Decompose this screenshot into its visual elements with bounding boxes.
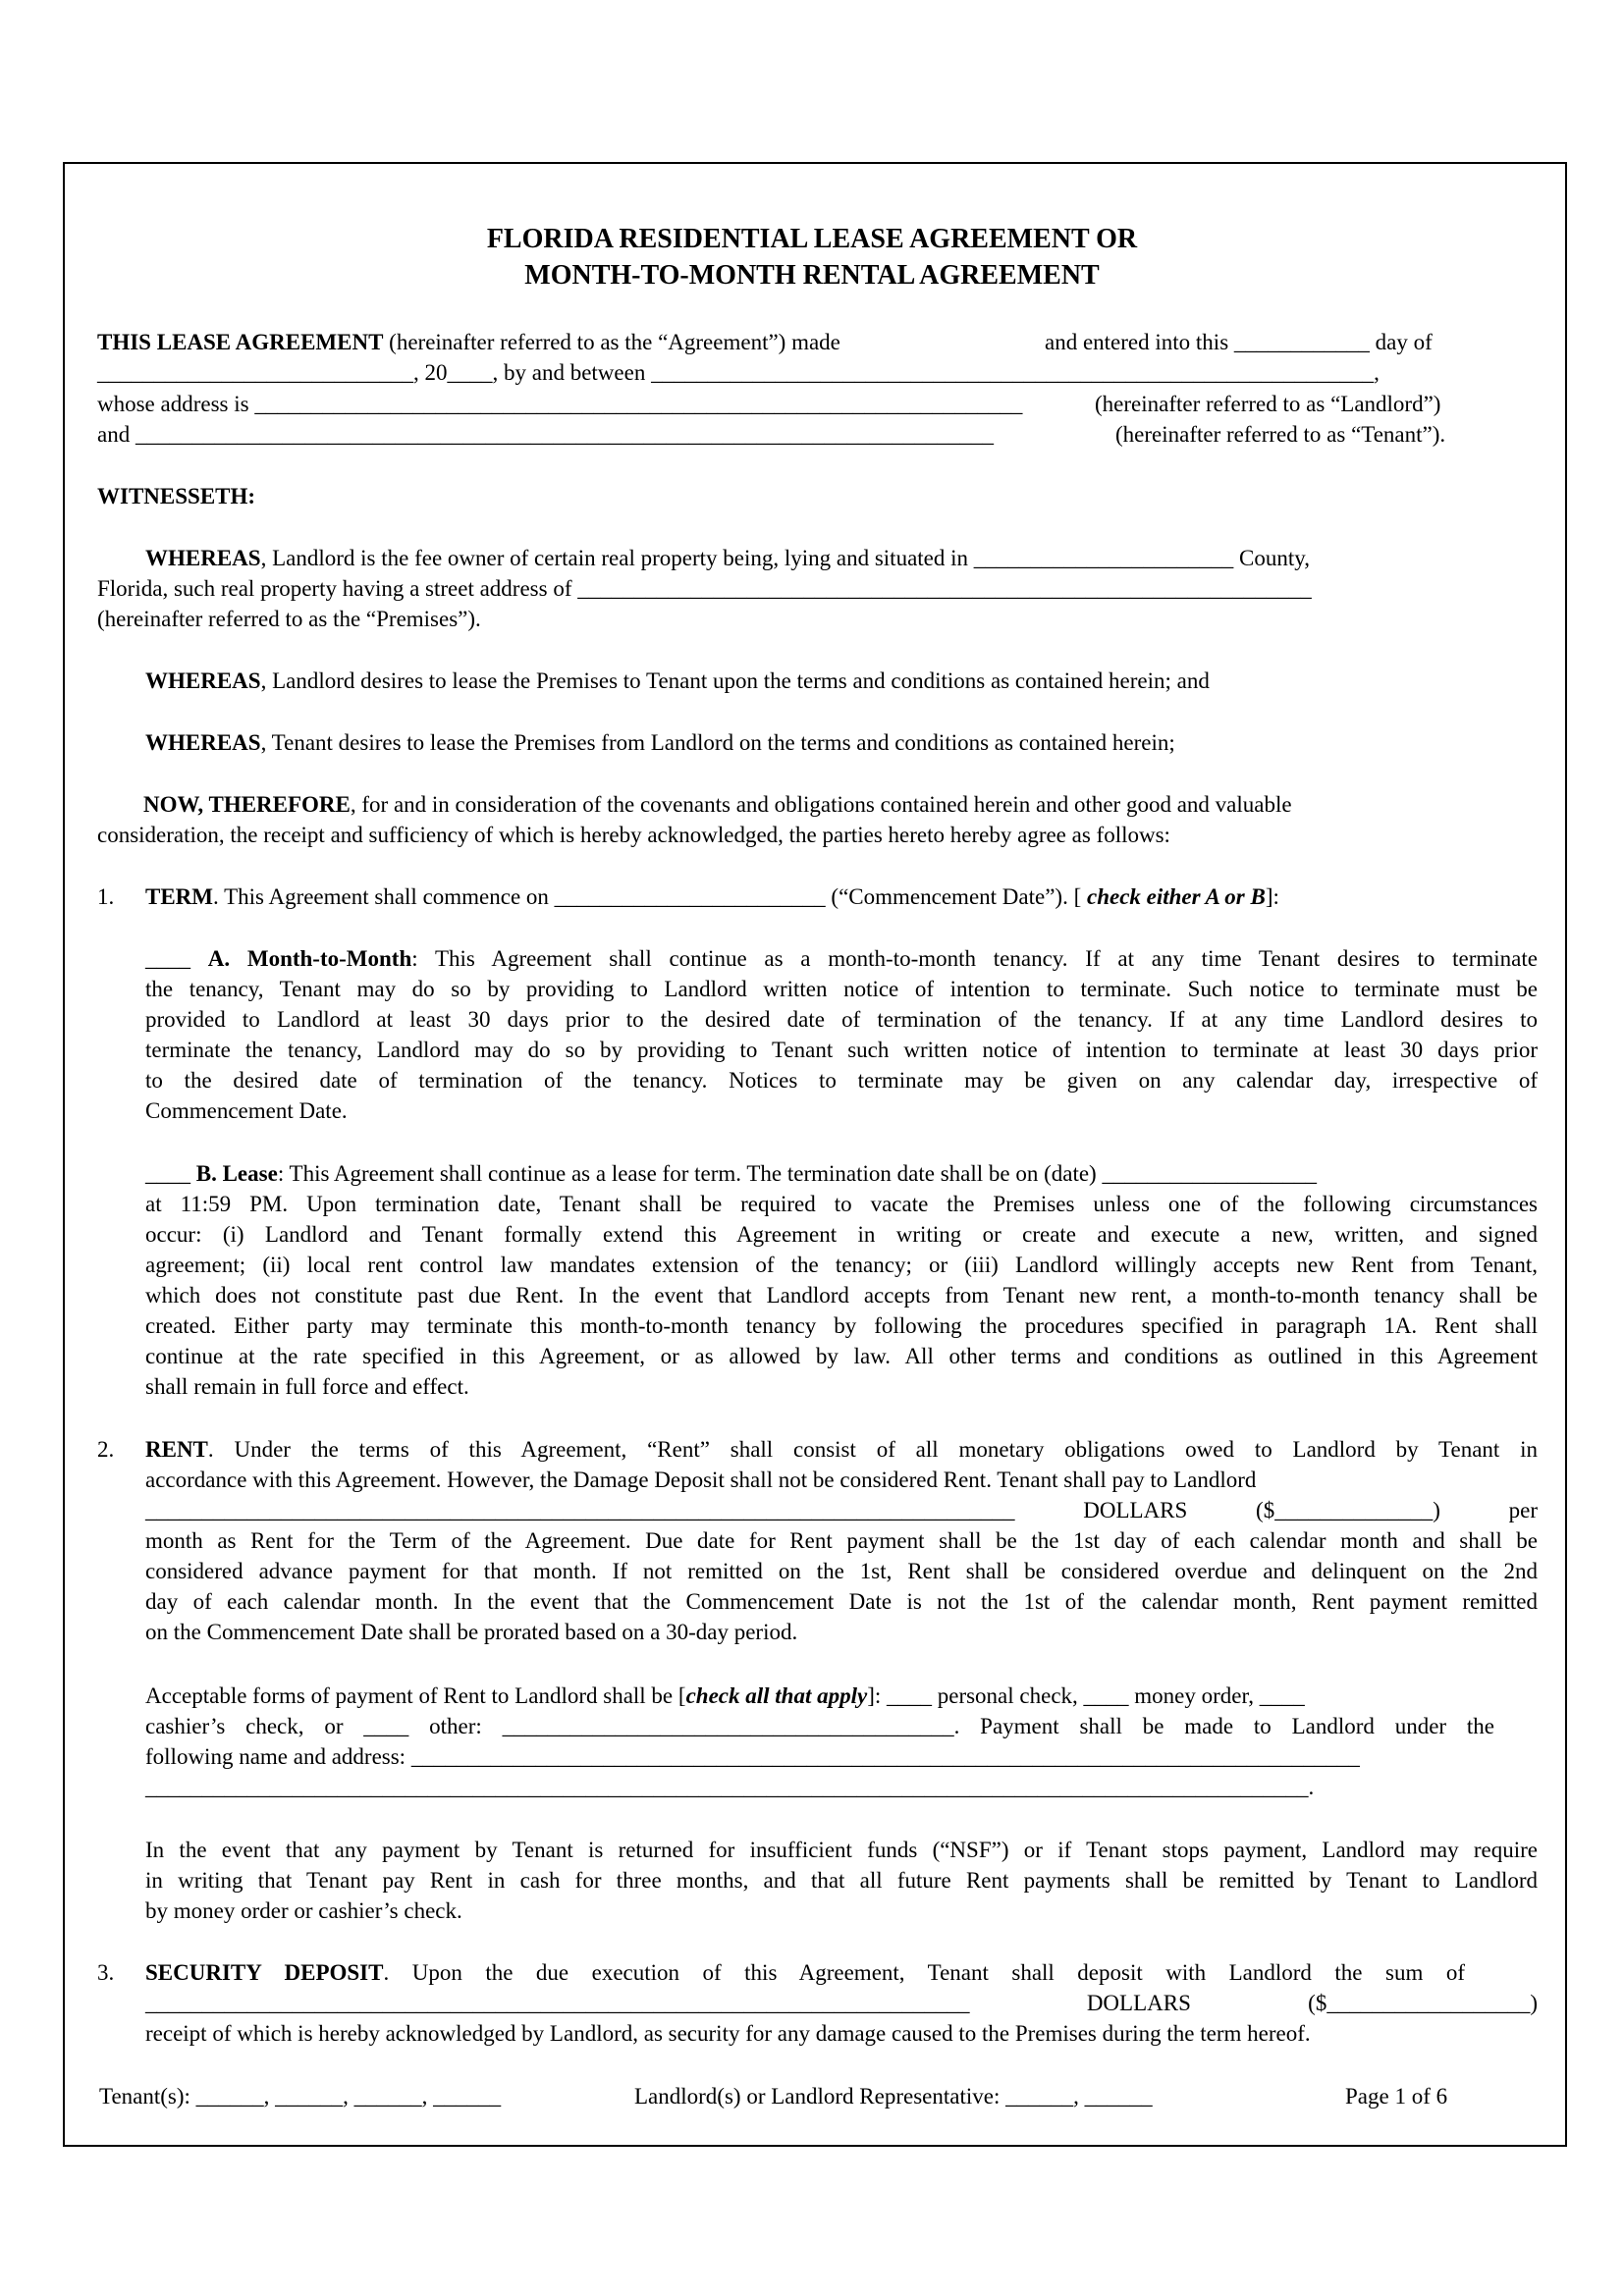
rent-amount-words-blank: _____________________________________________________________________________	[145, 1498, 1015, 1522]
term-heading: TERM	[145, 884, 213, 909]
document-title-line-1: FLORIDA RESIDENTIAL LEASE AGREEMENT OR	[486, 224, 1138, 254]
rent-text-7: on the Commencement Date shall be prorated based on a 30-day period.	[145, 1620, 798, 1644]
term-text: . This Agreement shall commence on ________________________ (“Commencement Date”). [	[213, 884, 1087, 909]
section-2-number: 2.	[97, 1437, 115, 1462]
now-therefore-line-2: consideration, the receipt and sufficiency of which is hereby acknowledged, the parties hereto hereby agree as follows:	[97, 823, 1170, 847]
deposit-heading: SECURITY DEPOSIT	[145, 1960, 384, 1985]
month-to-month-text-5: to the desired date of termination of the tenancy. Notices to terminate may be given on any calendar day, irrespective of	[145, 1068, 1538, 1093]
deposit-clause	[145, 1957, 1538, 2049]
nsf-text-3: by money order or cashier’s check.	[145, 1898, 462, 1923]
month-to-month-text-6: Commencement Date.	[145, 1098, 348, 1123]
lease-text-4: agreement; (ii) local rent control law mandates extension of the tenancy; or (iii) Landlord willingly accepts new Rent from Tenant,	[145, 1253, 1538, 1277]
nsf-text-1: In the event that any payment by Tenant is returned for insufficient funds (“NSF”) or if Tenant stops payment, Landlord may require	[145, 1838, 1538, 1862]
whereas-1-line-1	[145, 543, 1310, 573]
landlord-address-line: whose address is ____________________________________________________________________	[97, 392, 1023, 416]
month-to-month-heading: A. Month-to-Month	[207, 946, 412, 971]
now-therefore-bold: NOW, THEREFORE	[143, 792, 351, 817]
month-to-month-text-3: provided to Landlord at least 30 days prior to the desired date of termination of the tenancy. If at any time Landlord desires to	[145, 1007, 1538, 1032]
lease-text-8: shall remain in full force and effect.	[145, 1374, 469, 1399]
lease-text-2: at 11:59 PM. Upon termination date, Tenant shall be required to vacate the Premises unless one of the following circumstances	[145, 1192, 1538, 1216]
tenant-line: and ____________________________________________________________________________	[97, 422, 994, 447]
rent-text-1: . Under the terms of this Agreement, “Rent” shall consist of all monetary obligations owed to Landlord by Tenant in	[207, 1437, 1538, 1462]
deposit-text-1: . Upon the due execution of this Agreement, Tenant shall deposit with Landlord the sum of	[383, 1960, 1465, 1985]
lease-text-6: created. Either party may terminate this month-to-month tenancy by following the procedures specified in paragraph 1A. Rent shall	[145, 1313, 1538, 1338]
deposit-text-3: receipt of which is hereby acknowledged by Landlord, as security for any damage caused to the Premises during the term hereof.	[145, 2021, 1311, 2046]
section-1-number: 1.	[97, 884, 115, 909]
section-1-term	[145, 881, 1279, 912]
nsf-text-2: in writing that Tenant pay Rent in cash for three months, and that all future Rent payments shall be remitted by Tenant to Landlord	[145, 1868, 1538, 1893]
term-end: ]:	[1265, 884, 1279, 909]
footer-page-number: Page 1 of 6	[1345, 2084, 1448, 2109]
whereas-2-text: , Landlord desires to lease the Premises to Tenant upon the terms and conditions as contained herein; and	[260, 668, 1210, 693]
whereas-2-bold: WHEREAS	[145, 668, 261, 693]
whereas-1-line-3: (hereinafter referred to as the “Premises”).	[97, 607, 481, 631]
month-to-month-text-1: : This Agreement shall continue as a month-to-month tenancy. If at any time Tenant desires to terminate	[411, 946, 1538, 971]
footer-landlord-initials: Landlord(s) or Landlord Representative: ______, ______	[634, 2084, 1153, 2109]
payment-text-1: Acceptable forms of payment of Rent to Landlord shall be [	[145, 1683, 686, 1708]
deposit-amount-words-blank: _________________________________________________________________________	[145, 1991, 970, 2015]
lease-text-5: which does not constitute past due Rent. In the event that Landlord accepts from Tenant new rent, a month-to-month tenancy shall be	[145, 1283, 1538, 1308]
whereas-3	[145, 727, 1175, 758]
whereas-1-line-2: Florida, such real property having a street address of _________________________________________________________________	[97, 576, 1312, 601]
payment-check-instruction: check all that apply	[685, 1683, 868, 1708]
intro-line-1-date: and entered into this ____________ day of	[1045, 330, 1433, 354]
payment-address-line-2: _______________________________________________________________________________________________________.	[145, 1775, 1315, 1799]
whereas-1-bold: WHEREAS	[145, 546, 261, 570]
whereas-3-text: , Tenant desires to lease the Premises from Landlord on the terms and conditions as contained herein;	[260, 730, 1175, 755]
month-to-month-checkbox-blank: ____	[145, 946, 208, 971]
section-3-number: 3.	[97, 1960, 115, 1985]
payment-clause	[145, 1681, 1494, 1802]
rent-text-6: day of each calendar month. In the event that the Commencement Date is not the 1st of the calendar month, Rent payment remitted	[145, 1589, 1538, 1614]
tenant-label: (hereinafter referred to as “Tenant”).	[1115, 422, 1446, 447]
rent-text-4: month as Rent for the Term of the Agreement. Due date for Rent payment shall be the 1st day of each calendar month and shall be	[145, 1528, 1538, 1553]
whereas-2	[145, 666, 1210, 696]
witnesseth-heading: WITNESSETH:	[97, 484, 256, 508]
whereas-1-text: , Landlord is the fee owner of certain real property being, lying and situated in _______________________ County,	[260, 546, 1311, 570]
rent-text-5: considered advance payment for that month. If not remitted on the 1st, Rent shall be considered overdue and delinquent on the 2nd	[145, 1559, 1538, 1583]
month-to-month-text-4: terminate the tenancy, Landlord may do so by providing to Tenant such written notice of intention to terminate at least 30 days prior	[145, 1038, 1538, 1062]
now-therefore-line-1	[143, 789, 1292, 820]
lease-text-7: continue at the rate specified in this Agreement, or as allowed by law. All other terms and conditions as outlined in this Agreement	[145, 1344, 1538, 1368]
rent-heading: RENT	[145, 1437, 208, 1462]
term-check-instruction: check either A or B	[1086, 884, 1266, 909]
payment-text-2: cashier’s check, or ____ other: ________________________________________. Payment shall be made to Landlord under the	[145, 1714, 1494, 1738]
rent-amount-dollars: DOLLARS ($______________) per	[1083, 1498, 1538, 1522]
footer-tenant-initials: Tenant(s): ______, ______, ______, ______	[99, 2084, 502, 2109]
lease-text-1: : This Agreement shall continue as a lease for term. The termination date shall be on (date) ___________________	[277, 1161, 1317, 1186]
document-title-line-2: MONTH-TO-MONTH RENTAL AGREEMENT	[524, 260, 1100, 291]
payment-address-line: following name and address: ____________________________________________________________________________________	[145, 1744, 1360, 1769]
payment-options: ]: ____ personal check, ____ money order, ____	[867, 1683, 1305, 1708]
lease-clause	[145, 1158, 1538, 1402]
intro-line-2: ____________________________, 20____, by and between ________________________________________________________________,	[97, 360, 1380, 385]
month-to-month-text-2: the tenancy, Tenant may do so by providing to Landlord written notice of intention to terminate. Such notice to terminate must be	[145, 977, 1538, 1001]
intro-lead: THIS LEASE AGREEMENT	[97, 330, 384, 354]
lease-heading: B. Lease	[195, 1161, 278, 1186]
intro-line-1	[97, 327, 840, 357]
month-to-month-clause	[145, 943, 1538, 1126]
intro-line-1-text: (hereinafter referred to as the “Agreement”) made	[383, 330, 840, 354]
lease-checkbox-blank: ____	[145, 1161, 196, 1186]
landlord-label: (hereinafter referred to as “Landlord”)	[1095, 392, 1441, 416]
rent-text-2: accordance with this Agreement. However, the Damage Deposit shall not be considered Rent. Tenant shall pay to Landlord	[145, 1468, 1257, 1492]
rent-clause	[145, 1434, 1538, 1647]
now-therefore-text: , for and in consideration of the covenants and obligations contained herein and other good and valuable	[350, 792, 1292, 817]
lease-text-3: occur: (i) Landlord and Tenant formally extend this Agreement in writing or create and execute a new, written, and signed	[145, 1222, 1538, 1247]
whereas-3-bold: WHEREAS	[145, 730, 261, 755]
nsf-clause	[145, 1835, 1538, 1926]
deposit-amount-dollars: DOLLARS ($__________________)	[1086, 1991, 1538, 2015]
